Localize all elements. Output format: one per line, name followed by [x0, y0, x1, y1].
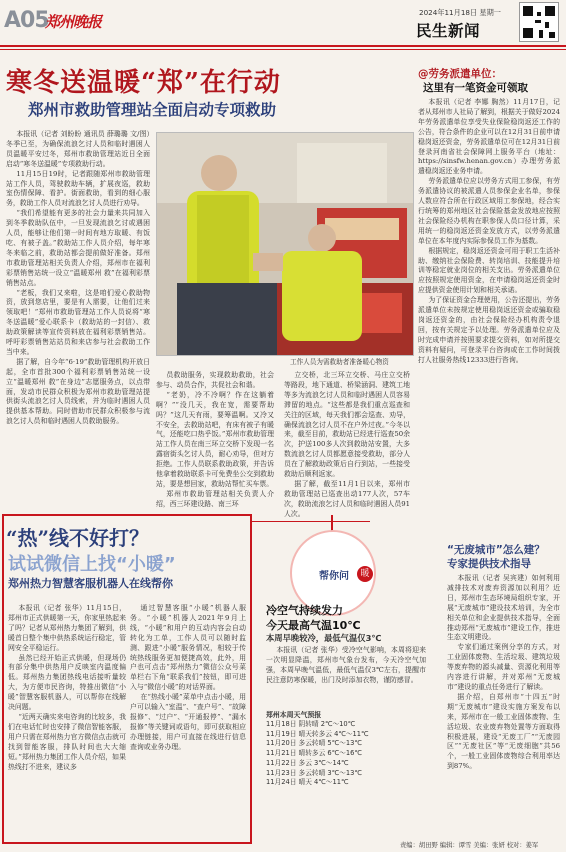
main-story-paragraph: “老板，我们又来啦，这是咱们爱心救助物资，放到您店里，要是有人需要，让他们过来领取吧！”郑州市救助管理站工作人员说将“寒冬送温暖”爱心联系卡（救助站的一封信）、救助政策解读等宣传资料放在福利彩票销售站。呼吁彩票销售站站员和来店参与社会救助工作当中来。 [6, 288, 150, 356]
photo-illustration [157, 133, 413, 355]
section-title: 民生新闻 [416, 22, 481, 40]
forecast-item: 11月24日 晴天 4℃～11℃ [266, 778, 349, 787]
weather-headline: 冷空气持续发力 [266, 604, 343, 617]
hotline-headline: “热”线不好打？ [6, 526, 150, 550]
main-story-column-1 [6, 130, 150, 508]
article-paragraph: 专家们通过案例分享的方式，对工业固体废物、生活垃圾、建筑垃圾等废弃物的源头减量、资源化利用等内容进行讲解，并对郑州“无废城市”建设的重点任务进行了解读。 [447, 643, 560, 691]
help-badge-dot: 暖 [357, 566, 373, 582]
article-paragraph: 通过智慧客服“小暖”机器人服务。“小暖”机器人2021年9月上线，“小暖”和用户的互动内容会自动转化为工单，工作人员可以随时监测、跟进“小暖”服务情况，相较于传统热线服务更加便捷高效，此外，用户也可点击“郑州热力”微信公众号菜单栏右下角“联系我们”按钮，即可进入与“微信小暖”的对话界面。 [130, 604, 246, 692]
article-paragraph: 劳务派遣单位应以劳务方式用工参保，有劳务派遣协议的被派遣人员参保企业名单，参保人数应符合所在行政区域用工参保地，经合实行统筹的郑州地区社会保险基金发放地应按照社会保险经办机构在职参保人员口径计算，采用统一的稳岗返还资金发放方式，以劳务派遣单位在本年度内实际参保员工作为基数。 [418, 177, 560, 245]
hotline-column-1 [8, 604, 126, 840]
box-connector-rule [250, 521, 370, 522]
main-headline: 寒冬送温暖“郑”在行动 [6, 68, 281, 98]
main-story-paragraph: “我们希望能有更多的社会力量来共同加入到冬季救助队伍中，一旦发现流浪乞讨或遇困人员，能够让他们第一时间有地方取暖、有饭吃、有被子盖。”救助站工作人员介绍，每年寒冬来临之前，救助站都会提前做好准备。郑州市救助管理站相关负责人介绍，郑州市在福利彩票销售站统一设立“温暖郑州 救”在福利彩票销售站点。 [6, 209, 150, 287]
newspaper-logo: 郑州晚报 [45, 13, 102, 31]
main-story-byline-para: 本报讯（记者 刘盼盼 通讯员 薛璐璐 文/图）冬季已至，为确保流浪乞讨人员和临时遇困人员温暖平安过冬，郑州市救助管理站近日全面启动“寒冬送温暖”专项救助行动。 [6, 130, 150, 168]
header-rule-thin [0, 49, 566, 50]
page-footer: 责编：胡田野 编辑：谭雪 美编：张妍 校对：姜军 [400, 842, 539, 849]
labor-dispatch-title: @劳务派遣单位： [418, 68, 502, 80]
labor-dispatch-body [418, 98, 560, 528]
zero-waste-subtitle: 专家提供技术指导 [447, 558, 531, 570]
article-paragraph: 本报讯（记者 张华）受冷空气影响，本周将迎来一次明显降温，郑州市气象台发布，今天冷空气加强，本周早晚气温低，最低气温仅3℃左右，提醒市民注意防寒保暖，出门及时添加衣物，谨防感冒。 [266, 646, 426, 684]
hotline-subheadline: 郑州热力智慧客服机器人在线帮你 [8, 577, 173, 590]
forecast-item: 11月18日 阴转晴 2℃～10℃ [266, 720, 356, 728]
qr-code-icon [519, 2, 559, 42]
zero-waste-title: “无废城市”怎么建？ [447, 544, 545, 556]
forecast-item: 11月21日 晴转多云 6℃～16℃ [266, 749, 362, 758]
weather-body [266, 646, 426, 706]
main-story-paragraph: 据了解，截至11月1日以来，郑州市救助管理站已巡查出动177人次，57车次，救助流浪乞讨人员和临时遇困人员91人次。 [284, 479, 410, 518]
forecast-item: 11月22日 多云 3℃～14℃ [266, 758, 349, 767]
article-paragraph: 虽然已经开始正式供暖，但现场仍有部分集中供热用户反映室内温度偏低。郑州热力集团热线电话接听量较大，为方便市民咨询，特推出微信“小暖”智慧客服机器人，可以帮你在线解决问题。 [8, 653, 126, 712]
main-story-paragraph: “老奶，冷不冷啊？作在这躺着啊？”“没几天，我在宽，需要帮助吗？”这几天有雨，要筹温啊。又冷又不安全，去救助站吧，有床有被子有暖气，还能吃口热乎饭。”郑州市救助管理站工作人员在南三环立交桥下发现一名露宿街头乞讨人员，耐心劝导，但对方拒绝。工作人员联系救助政策，并告诉他拿着救助联系卡可免费坐公交到救助站，要是想回家，救助站帮忙买车票。 [156, 390, 274, 488]
issue-date: 2024年11月18日 星期一 [419, 8, 501, 17]
hotline-headline-2: 试试微信上找“小暖” [8, 554, 176, 575]
article-paragraph: 为了保证资金合理使用，公告还提出，劳务派遣单位未按规定使用稳岗返还资金或骗取稳岗返还资金的，由社会保险经办机构责令退回，按有关规定予以处理。劳务派遣单位应及时完成申请并按照要求提交资料，如对所提交资料有疑问，可登录平台咨询或在工作时间拨打人社服务热线12333进行咨询。 [418, 296, 560, 364]
photo-caption: 工作人员为需救助者准备暖心物资 [290, 358, 389, 366]
main-story-paragraph: 员救助服务，实现救助救助，社会参与、动员合作，共促社会和谐。 [156, 371, 274, 389]
article-paragraph: 据介绍，自郑州市“十四五”时期“无废城市”建设实施方案发布以来，郑州市在一般工业固体废物、生活垃圾、农业废弃物处置等方面取得积极进展，建设“无废工厂”“无废园区”“无废社区”等“无废细胞”共56个，一般工业固体废物综合利用率达到87%。 [447, 692, 560, 771]
header-rule [0, 45, 566, 47]
article-paragraph: “近两天确实来电咨询的比较多，我们在电话忙时也安排了微信智能客服，用户只需在郑州热力官方微信点击就可找到智能客服，排队时间也大大缩短。”郑州热力集团工作人员介绍，如果热线打不进来，建议多 [8, 712, 126, 771]
article-paragraph: 本报讯（记者 吴宾建）如何利用减排技术对废弃资源加以利用？近日，郑州市生态环境局组织专家，开展“无废城市”建设技术培训，为全市相关单位和企业提供技术指导，全面推动郑州“无废城市”建设工作，推进生态文明建设。 [447, 574, 560, 642]
main-story-paragraph: 11月15日19时，记者跟随郑州市救助管理站工作人员，驾驶救助车辆，扩展夜巡，救助室伤情保障、看护。街面救助，看到的细心服务，救助工作人员对流浪乞讨人员进行劝导。 [6, 169, 150, 208]
main-story-column-2 [156, 371, 274, 508]
forecast-item: 11月23日 多云转晴 3℃～13℃ [266, 768, 362, 777]
article-paragraph: 本报讯（记者 张华）11月15日，郑州市正式供暖第一天，你家里热起来了吗？记者从郑州热力集团了解到，供暖首日整个集中供热系统运行稳定，管网安全平稳运行。 [8, 604, 126, 652]
hotline-column-2 [130, 604, 246, 840]
main-story-column-3 [284, 371, 410, 518]
main-story-paragraph: 郑州市救助管理站相关负责人介绍，西三环建设路、南三环 [156, 489, 274, 508]
main-story-paragraph: 立交桥，北三环立交桥、马庄立交桥等路段，地下通道、桥梁涵洞、建筑工地等多为流浪乞讨人员和临时遇困人员容易滞留的地点。“这些都是我们重点巡查和关注的区域，每天我们都会巡查、劝导，确保流浪乞讨人员不在户外过夜。”今冬以来，截至目前，救助站已经进行巡查50余次，护送100多人次到救助站安置，大多数流浪乞讨人员都愿意接受救助，部分人员在了解救助政策后自行到站，一些接受救助后顺利返家。 [284, 371, 410, 479]
weather-headline-2: 今天最高气温10℃ [266, 619, 361, 632]
main-subheadline: 郑州市救助管理站全面启动专项救助 [28, 101, 277, 119]
page-number: A05 [4, 8, 49, 33]
news-photo [156, 132, 414, 356]
article-paragraph: 本报讯（记者 李娜 胸然）11月17日，记者从郑州市人社局了解到，根据关于做好2024年劳务派遣单位享受失业保险稳岗返还工作的公告，符合条件的企业可以在12月31日前申请稳岗返还资金，劳务派遣单位可在12月31日前登录河南省社会保障网上服务平台（地址：https://sinsfw.henan.gov.cn）办理劳务派遣稳岗返还业务申请。 [418, 98, 560, 176]
article-paragraph: 根据规定，稳岗返还资金可用于职工生活补助、缴纳社会保险费、转岗培训、技能提升培训等稳定就业岗位的相关支出。劳务派遣单位应按照规定使用资金，在申请稳岗返还资金时应提供资金使用计划和相关承诺。 [418, 246, 560, 295]
main-story-paragraph: 据了解，自今年“6·19”救助管理机构开放日起，全市首批300个福利彩票销售站统一设立“温暖郑州 救”在身边”志愿服务点，以点带面，发动市民群众积极为郑州市救助管理站提供街头流浪乞讨人员线索，并为临时遇困人员提供基本帮助。同时借助市民群众积极参与流浪乞讨人员和临时遇困人员救助服务。 [6, 357, 150, 426]
article-paragraph: 在“热线小暖”菜单中点击小暖，用户可以输入“室温”、“查户号”、“故障报修”、“过户”、“开通报停”、“漏水报修”等关键词或语句，即可获取相应办理链接，用户可直接在线进行信息查询或业务办理。 [130, 693, 246, 751]
zero-waste-body [447, 574, 560, 836]
forecast-item: 11月20日 多云转晴 5℃～13℃ [266, 739, 362, 748]
forecast-item: 11月19日 晴天转多云 4℃～11℃ [266, 729, 369, 738]
forecast-list [266, 720, 426, 788]
help-badge-label: 帮你问 [319, 571, 349, 582]
forecast-title: 郑州本周天气预报 [266, 711, 322, 719]
labor-dispatch-subtitle: 这里有一笔资金可领取 [423, 82, 528, 94]
weather-subheadline: 本周早晚较冷，最低气温仅3℃ [266, 633, 382, 643]
